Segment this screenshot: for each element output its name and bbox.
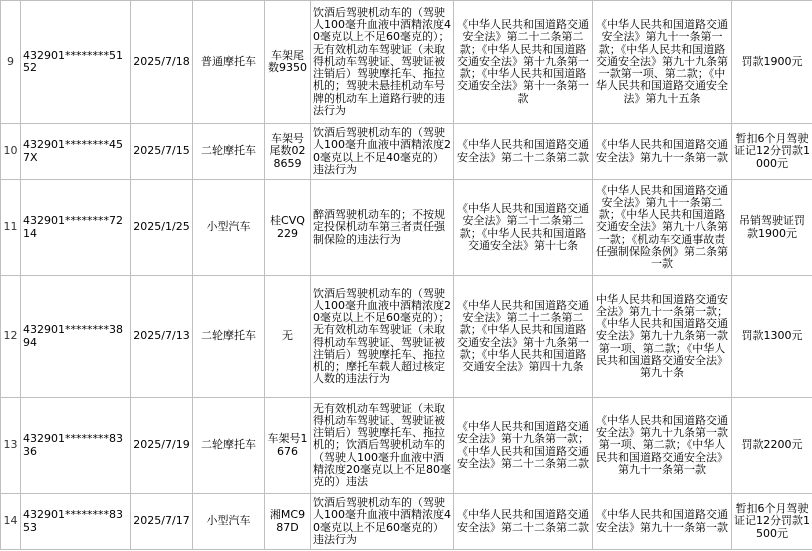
cell-violation[interactable] <box>311 124 454 180</box>
cell-id-number[interactable]: 432901********8336 <box>21 398 131 494</box>
cell-date[interactable]: 2025/7/13 <box>131 276 193 398</box>
cell-date[interactable]: 2025/7/17 <box>131 494 193 550</box>
cell-plate[interactable]: 车架号尾数028659 <box>265 124 311 180</box>
row-number[interactable]: 9 <box>1 1 21 124</box>
cell-vehicle-type[interactable]: 二轮摩托车 <box>193 124 265 180</box>
cell-plate[interactable]: 车架号1676 <box>265 398 311 494</box>
cell-violation[interactable] <box>311 180 454 276</box>
cell-legal-basis[interactable]: 《中华人民共和国道路交通安全法》第二十二条第二款；《中华人民共和国道路交通安全法》第十七条 <box>454 180 593 276</box>
table-row <box>1 276 812 398</box>
cell-penalty-basis[interactable]: 《中华人民共和国道路交通安全法》第九十一条第一款 <box>593 494 732 550</box>
cell-legal-basis[interactable]: 《中华人民共和国道路交通安全法》第二十二条第二款；《中华人民共和国道路交通安全法》第十九条第一款；《中华人民共和国道路交通安全法》第四十九条 <box>454 276 593 398</box>
cell-vehicle-type[interactable]: 小型汽车 <box>193 494 265 550</box>
table-row <box>1 1 812 124</box>
cell-penalty[interactable]: 暂扣6个月驾驶证记12分罚款1000元 <box>732 124 812 180</box>
cell-date[interactable]: 2025/1/25 <box>131 180 193 276</box>
cell-id-number[interactable]: 432901********8353 <box>21 494 131 550</box>
cell-penalty-basis[interactable]: 中华人民共和国道路交通安全法》第九十一条第一款；《中华人民共和国道路交通安全法》第九十九条第一款第一项、第二款；《中华人民共和国道路交通安全法》第九十条 <box>593 276 732 398</box>
table-row <box>1 180 812 276</box>
row-number[interactable]: 14 <box>1 494 21 550</box>
violation-text: 饮酒后驾驶机动车的（驾驶人100毫升血液中酒精浓度40毫克以上不足60毫克的）违法行为 <box>313 497 451 546</box>
cell-legal-basis[interactable]: 《中华人民共和国道路交通安全法》第二十二条第二款；《中华人民共和国道路交通安全法》第十九条第一款；《中华人民共和国道路交通安全法》第十一条第一款 <box>454 1 593 124</box>
cell-penalty-basis[interactable]: 《中华人民共和国道路交通安全法》第九十一条第一款 <box>593 124 732 180</box>
cell-date[interactable]: 2025/7/19 <box>131 398 193 494</box>
cell-penalty[interactable]: 罚款1900元 <box>732 1 812 124</box>
row-number[interactable]: 13 <box>1 398 21 494</box>
table-row <box>1 494 812 550</box>
row-number[interactable]: 12 <box>1 276 21 398</box>
cell-plate[interactable]: 湘MC987D <box>265 494 311 550</box>
cell-penalty-basis[interactable]: 《中华人民共和国道路交通安全法》第九十九条第一款第一项、第二款；《中华人民共和国道路交通安全法》第九十一条第一款 <box>593 398 732 494</box>
cell-date[interactable]: 2025/7/15 <box>131 124 193 180</box>
cell-penalty-basis[interactable]: 《中华人民共和国道路交通安全法》第九十一条第一款；《中华人民共和国道路交通安全法》第九十九条第一款第一项、第二款；《中华人民共和国道路交通安全法》第九十五条 <box>593 1 732 124</box>
cell-penalty[interactable]: 罚款1300元 <box>732 276 812 398</box>
table-row <box>1 398 812 494</box>
cell-penalty-basis[interactable]: 《中华人民共和国道路交通安全法》第九十一条第二款；《中华人民共和国道路交通安全法》第九十八条第一款；《机动车交通事故责任强制保险条例》第二条第一款 <box>593 180 732 276</box>
cell-vehicle-type[interactable]: 二轮摩托车 <box>193 276 265 398</box>
cell-penalty[interactable]: 罚款2200元 <box>732 398 812 494</box>
violation-text: 饮酒后驾驶机动车的（驾驶人100毫升血液中酒精浓度20毫克以上不足40毫克的）违法行为 <box>313 127 451 176</box>
cell-date[interactable]: 2025/7/18 <box>131 1 193 124</box>
row-number[interactable]: 11 <box>1 180 21 276</box>
cell-id-number[interactable]: 432901********457X <box>21 124 131 180</box>
cell-legal-basis[interactable]: 《中华人民共和国道路交通安全法》第二十二条第二款 <box>454 494 593 550</box>
table-row <box>1 124 812 180</box>
cell-violation[interactable] <box>311 276 454 398</box>
cell-violation[interactable] <box>311 1 454 124</box>
cell-vehicle-type[interactable]: 普通摩托车 <box>193 1 265 124</box>
cell-penalty[interactable]: 暂扣6个月驾驶证记12分罚款1500元 <box>732 494 812 550</box>
cell-violation[interactable] <box>311 398 454 494</box>
violation-text: 饮酒后驾驶机动车的（驾驶人100毫升血液中酒精浓度20毫克以上不足60毫克的）；无有效机动车驾驶证（未取得机动车驾驶证、驾驶证被注销后）驾驶摩托车、拖拉机的；摩托车载人超过核定人数的违法行为 <box>313 287 451 386</box>
cell-legal-basis[interactable]: 《中华人民共和国道路交通安全法》第二十二条第二款 <box>454 124 593 180</box>
cell-plate[interactable]: 无 <box>265 276 311 398</box>
cell-id-number[interactable]: 432901********7214 <box>21 180 131 276</box>
row-number[interactable]: 10 <box>1 124 21 180</box>
cell-id-number[interactable]: 432901********5152 <box>21 1 131 124</box>
violation-text: 醉酒驾驶机动车的；不按规定投保机动车第三者责任强制保险的违法行为 <box>313 209 445 246</box>
violation-text: 饮酒后驾驶机动车的（驾驶人100毫升血液中酒精浓度40毫克以上不足60毫克的）；无有效机动车驾驶证（未取得机动车驾驶证、驾驶证被注销后）驾驶摩托车、拖拉机的；驾驶未悬挂机动车号牌的机动车上道路行驶的违法行为 <box>313 7 451 117</box>
cell-id-number[interactable]: 432901********3894 <box>21 276 131 398</box>
violation-text: 无有效机动车驾驶证（未取得机动车驾驶证、驾驶证被注销后）驾驶摩托车、拖拉机的；饮酒后驾驶机动车的（驾驶人100毫升血液中酒精浓度20毫克以上不足80毫克的）违法 <box>313 402 451 488</box>
cell-plate[interactable]: 桂CVQ229 <box>265 180 311 276</box>
cell-vehicle-type[interactable]: 小型汽车 <box>193 180 265 276</box>
cell-plate[interactable]: 车架尾数9350 <box>265 1 311 124</box>
cell-penalty[interactable]: 吊销驾驶证罚款1900元 <box>732 180 812 276</box>
cell-legal-basis[interactable]: 《中华人民共和国道路交通安全法》第十九条第一款；《中华人民共和国道路交通安全法》第二十二条第二款 <box>454 398 593 494</box>
cell-vehicle-type[interactable]: 二轮摩托车 <box>193 398 265 494</box>
cell-violation[interactable] <box>311 494 454 550</box>
